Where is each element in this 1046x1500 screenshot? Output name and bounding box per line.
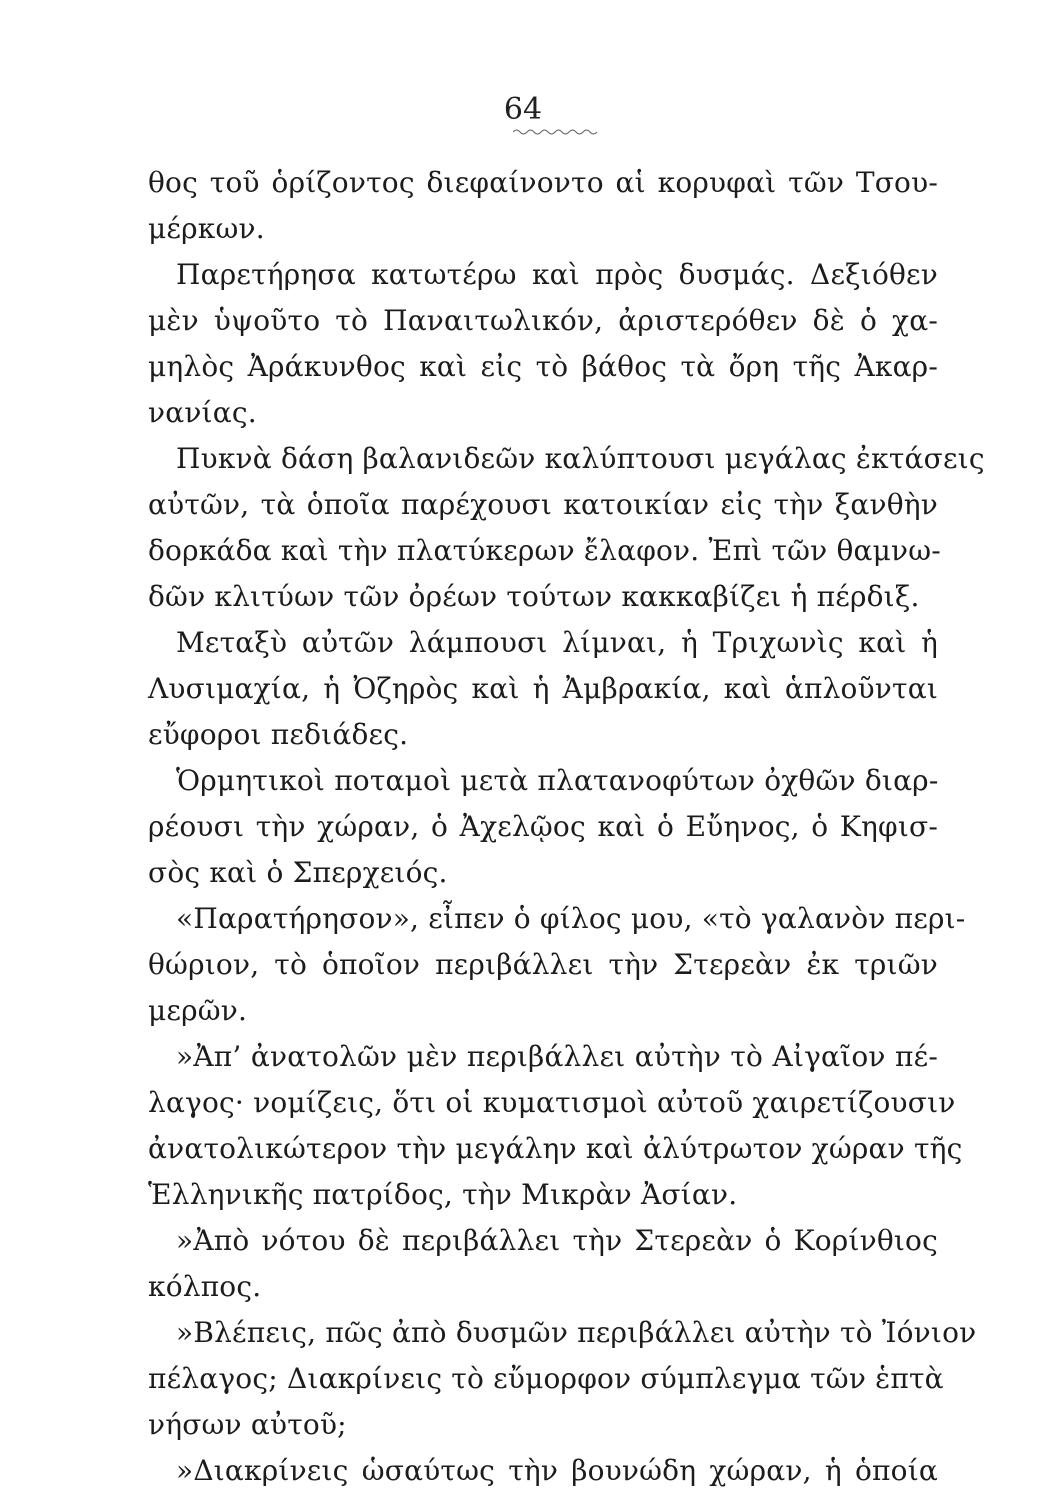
text-line: πέλαγος; Διακρίνεις τὸ εὔμορφον σύμπλεγμα τῶν ἑπτὰ xyxy=(148,1362,944,1395)
text-line: εὔφοροι πεδιάδες. xyxy=(148,718,409,751)
text-line: θώριον, τὸ ὁποῖον περιβάλλει τὴν Στερεὰν ἐκ τριῶν xyxy=(148,948,938,981)
text-line: Ἑλληνικῆς πατρίδος, τὴν Μικρὰν Ἀσίαν. xyxy=(148,1178,738,1211)
text-line: δῶν κλιτύων τῶν ὀρέων τούτων κακκαβίζει ἡ πέρδιξ. xyxy=(148,580,920,613)
text-line: Πυκνὰ δάση βαλανιδεῶν καλύπτουσι μεγάλας ἐκτάσεις xyxy=(176,442,985,475)
wavy-rule-ornament xyxy=(513,128,597,136)
text-line: «Παρατήρησον», εἶπεν ὁ φίλος μου, «τὸ γαλανὸν περι- xyxy=(176,902,966,935)
text-line: νήσων αὐτοῦ; xyxy=(148,1408,347,1441)
text-line: ἀνατολικώτερον τὴν μεγάλην καὶ ἀλύτρωτον χώραν τῆς xyxy=(148,1132,963,1165)
page-number: 64 xyxy=(503,92,543,127)
text-line: Ὁρμητικοὶ ποταμοὶ μετὰ πλατανοφύτων ὀχθῶν διαρ- xyxy=(176,764,939,797)
text-line: μηλὸς Ἀράκυνθος καὶ εἰς τὸ βάθος τὰ ὄρη τῆς Ἀκαρ- xyxy=(148,350,938,383)
text-line: »Ἀπ’ ἀνατολῶν μὲν περιβάλλει αὐτὴν τὸ Αἰγαῖον πέ- xyxy=(176,1040,938,1073)
text-line: λαγος· νομίζεις, ὅτι οἱ κυματισμοὶ αὐτοῦ χαιρετίζουσιν xyxy=(148,1086,956,1119)
text-line: αὐτῶν, τὰ ὁποῖα παρέχουσι κατοικίαν εἰς τὴν ξανθὴν xyxy=(148,488,938,521)
text-line: ρέουσι τὴν χώραν, ὁ Ἀχελῷος καὶ ὁ Εὔηνος, ὁ Κηφισ- xyxy=(148,810,938,843)
text-line: κόλπος. xyxy=(148,1270,262,1303)
text-line: σὸς καὶ ὁ Σπερχειός. xyxy=(148,856,448,889)
text-line: μερῶν. xyxy=(148,994,248,1027)
text-line: δορκάδα καὶ τὴν πλατύκερων ἔλαφον. Ἐπὶ τῶν θαμνω- xyxy=(148,534,941,567)
text-line: »Βλέπεις, πῶς ἀπὸ δυσμῶν περιβάλλει αὐτὴν τὸ Ἰόνιον xyxy=(176,1316,977,1349)
text-line: »Διακρίνεις ὡσαύτως τὴν βουνώδη χώραν, ἡ ὁποία xyxy=(176,1454,938,1487)
text-line: Μεταξὺ αὐτῶν λάμπουσι λίμναι, ἡ Τριχωνὶς καὶ ἡ xyxy=(176,626,938,659)
text-line: θος τοῦ ὁρίζοντος διεφαίνοντο αἱ κορυφαὶ τῶν Τσου- xyxy=(148,166,938,199)
text-line: μέρκων. xyxy=(148,212,265,245)
text-line: »Ἀπὸ νότου δὲ περιβάλλει τὴν Στερεὰν ὁ Κορίνθιος xyxy=(176,1224,938,1257)
text-line: Παρετήρησα κατωτέρω καὶ πρὸς δυσμάς. Δεξιόθεν xyxy=(176,258,938,291)
text-line: μὲν ὑψοῦτο τὸ Παναιτωλικόν, ἀριστερόθεν δὲ ὁ χα- xyxy=(148,304,938,337)
text-line: νανίας. xyxy=(148,396,257,429)
text-line: Λυσιμαχία, ἡ Ὀζηρὸς καὶ ἡ Ἀμβρακία, καὶ ἁπλοῦνται xyxy=(148,672,938,705)
body-text xyxy=(148,160,985,1494)
